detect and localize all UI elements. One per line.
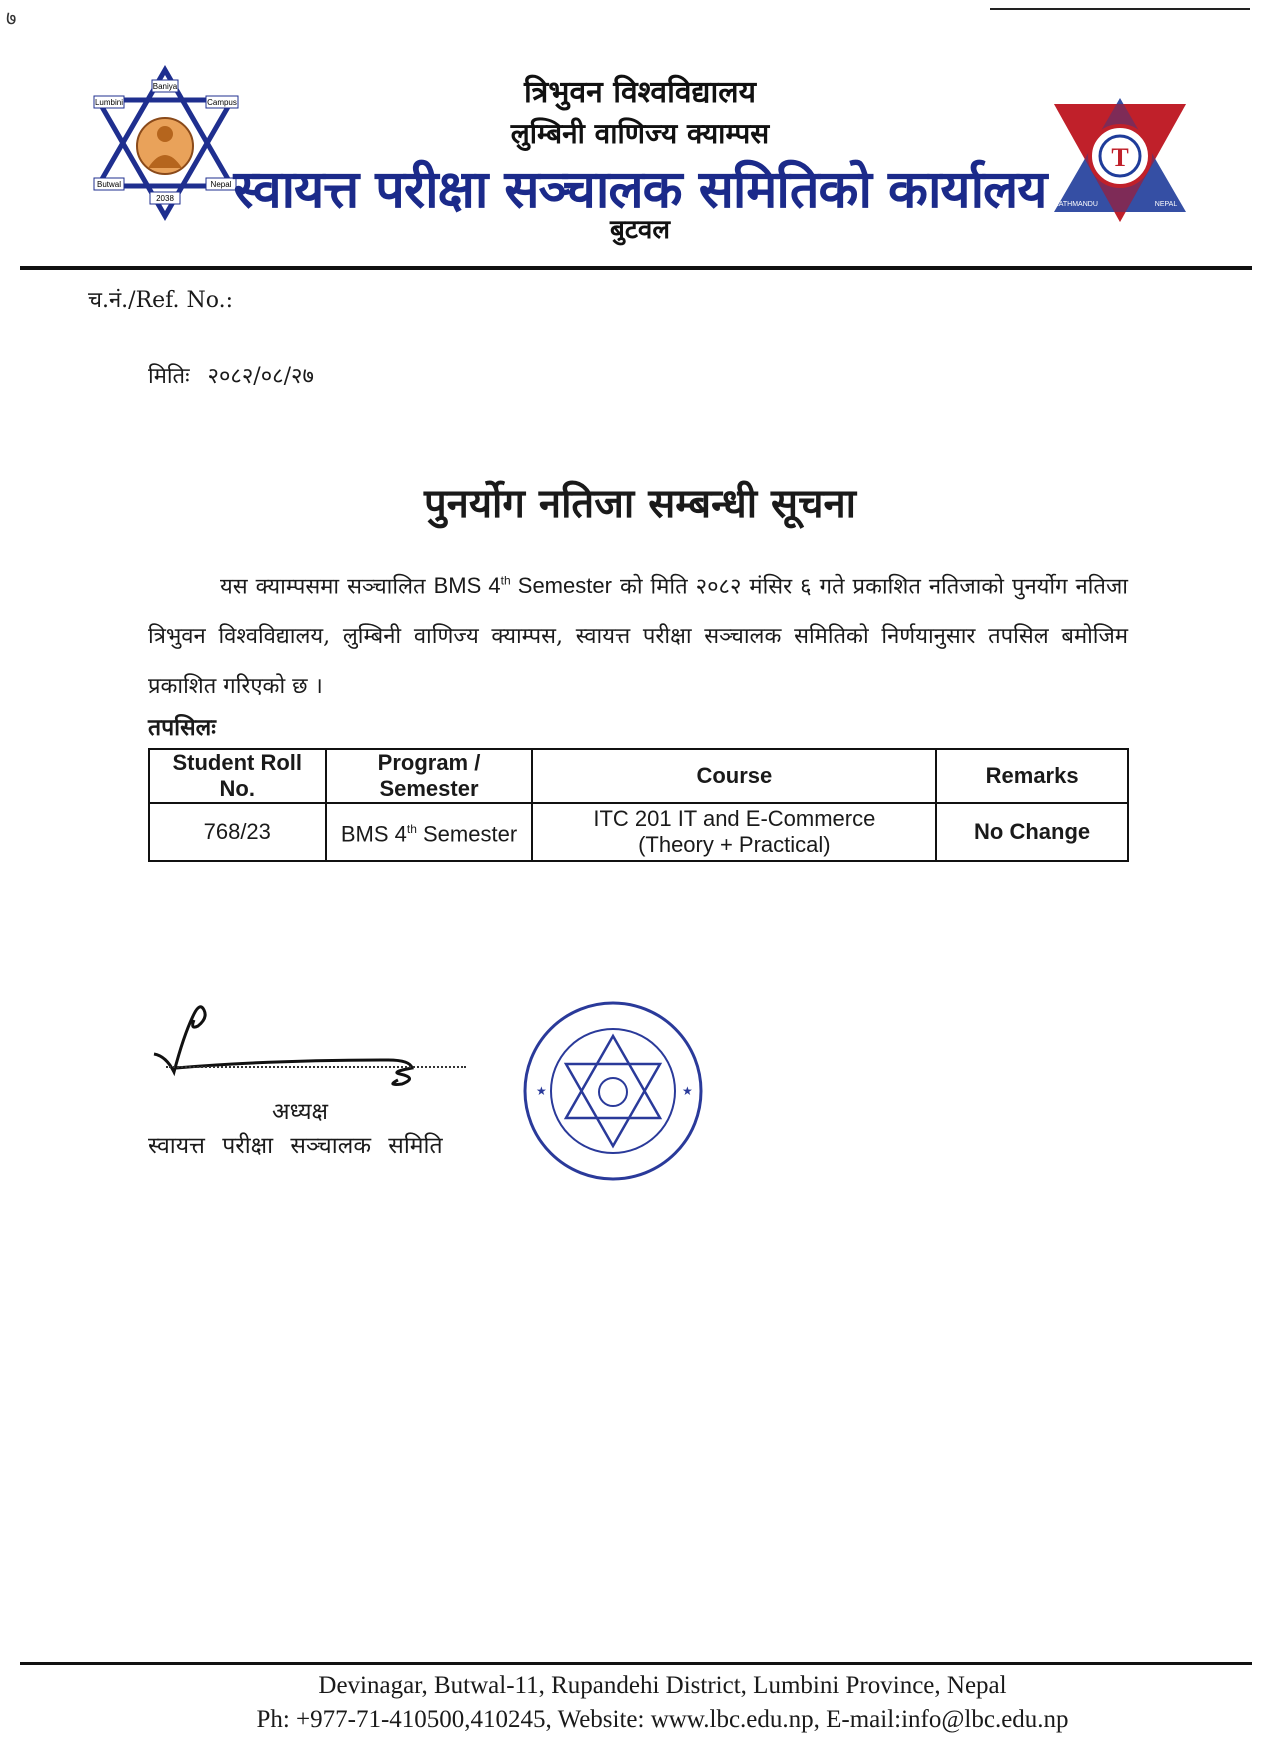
left-logo-year: 2038 [156,194,174,203]
top-edge-line [990,8,1250,10]
cell-roll: 768/23 [149,803,326,861]
header-course: Course [532,749,936,803]
tribhuvan-university-emblem-icon [1050,94,1190,234]
signature-line [166,1066,466,1068]
campus-name: लुम्बिनी वाणिज्य क्याम्पस [510,117,770,150]
left-logo-left-text: Lumbini [94,98,124,107]
date-label: मितिः [148,364,190,389]
corner-mark: ७ [6,6,17,30]
header-roll: Student Roll No. [149,749,326,803]
footer-address: Devinagar, Butwal-11, Rupandehi District, Lumbini Province, Nepal [318,1672,1007,1699]
chair-title: अध्यक्ष [272,1099,329,1125]
header-program: Program / Semester [326,749,533,803]
svg-text:T: T [1111,143,1129,172]
left-logo-right-text: Campus [207,98,237,107]
footer-divider [20,1662,1252,1665]
results-table [148,748,1129,862]
left-logo-bottom-right-text: Nepal [210,180,232,189]
para-part-2: को मिति २०८२ मंसिर ६ गते प्रकाशित नतिजाको पुनर्योग नतिजा त्रिभुवन विश्वविद्यालय, लुम्बिनी वाणिज्य क्याम्पस, स्वायत्त परीक्षा सञ्चालक समितिको निर्णयानुसार तपसिल बमोजिम प्रकाशित गरिएको छ । [148,574,1128,700]
city-name: बुटवल [609,215,671,245]
para-program: BMS 4th Semester [433,573,612,599]
right-logo-bottom-right-text: NEPAL [1154,201,1178,208]
left-logo-bottom-left-text: Butwal [96,180,122,189]
office-title: स्वायत्त परीक्षा सञ्चालक समितिको कार्यालय [233,160,1047,220]
table-row [149,803,1128,861]
notice-title: पुनर्योग नतिजा सम्बन्धी सूचना [423,481,857,527]
cell-course: ITC 201 IT and E-Commerce (Theory + Practical) [532,803,936,861]
signature-mark [150,994,460,1094]
para-part-1: यस क्याम्पसमा सञ्चालित [220,574,426,600]
right-logo-bottom-left-text: KATHMANDU [1054,201,1098,208]
committee-seal-icon [518,996,708,1186]
university-name: त्रिभुवन विश्वविद्यालय [524,75,756,110]
committee-name: स्वायत्त परीक्षा सञ्चालक समिति [148,1133,443,1159]
cell-remarks: No Change [936,803,1128,861]
footer-contact: Ph: +977-71-410500,410245, Website: www.lbc.edu.np, E-mail:info@lbc.edu.np [256,1706,1069,1733]
header-divider [20,266,1252,270]
header-remarks: Remarks [936,749,1128,803]
left-logo-top-text: Baniya [152,82,178,91]
date-row [148,360,314,390]
ref-number-label: च.नं./Ref. No.: [88,288,234,313]
details-label: तपसिलः [148,714,216,741]
notice-paragraph [148,556,1128,712]
cell-program: BMS 4th Semester [326,803,533,861]
svg-text:★: ★ [682,1084,693,1098]
date-value: २०८२/०८/२७ [207,364,314,389]
table-header-row [149,749,1128,803]
svg-text:★: ★ [536,1084,547,1098]
